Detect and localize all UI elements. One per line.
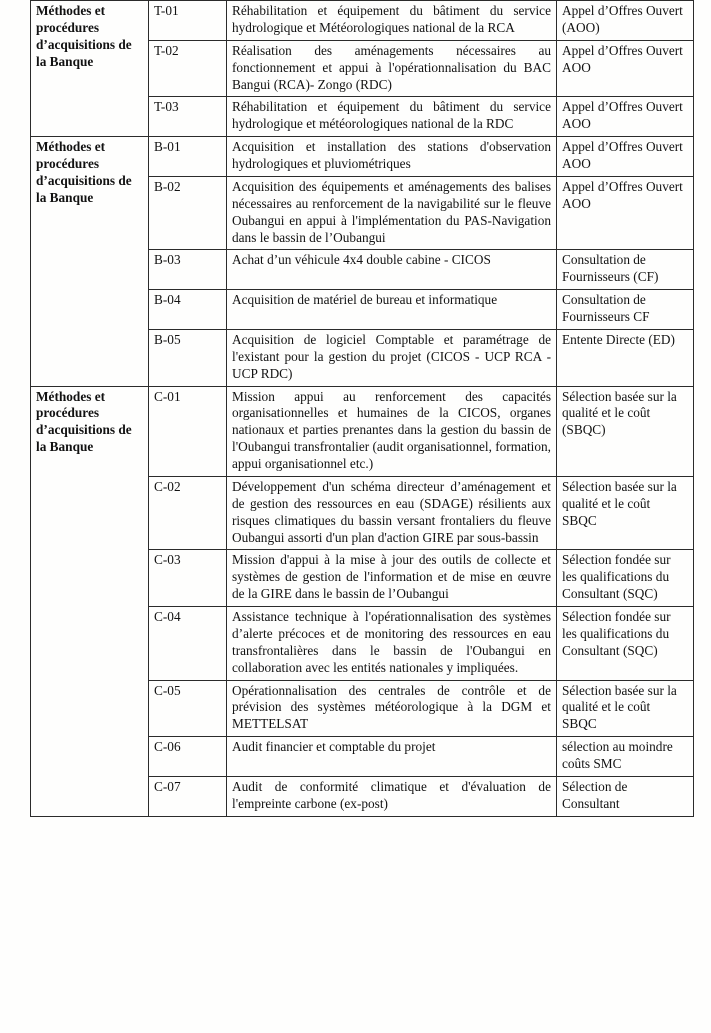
description-cell: Opérationnalisation des centrales de contrôle et de prévision des systèmes météorologique à la DGM et METTELSAT <box>227 680 557 737</box>
category-cell: Méthodes et procédures d’acquisitions de la Banque <box>31 137 149 386</box>
description-cell: Développement d'un schéma directeur d’aménagement et de gestion des ressources en eau (SDAGE) résilients aux risques climatiques du bassin versant frontaliers du fleuve Oubangui assorti d'un plan d'action GIRE par sous-bassin <box>227 476 557 550</box>
description-cell: Réhabilitation et équipement du bâtiment du service hydrologique et météorologiques national de la RDC <box>227 97 557 137</box>
mode-cell: Sélection fondée sur les qualifications du Consultant (SQC) <box>557 607 694 681</box>
category-cell: Méthodes et procédures d’acquisitions de la Banque <box>31 386 149 816</box>
table-body <box>31 1 694 817</box>
table-row <box>31 1 694 41</box>
description-cell: Mission d'appui à la mise à jour des outils de collecte et systèmes de gestion de l'information et de mise en œuvre de la GIRE dans le bassin de l’Oubangui <box>227 550 557 607</box>
description-cell: Assistance technique à l'opérationnalisation des systèmes d’alerte précoces et de monitoring des ressources en eau transfrontalières dans le bassin de l'Oubangui en collaboration avec les entités nationales y impliquées. <box>227 607 557 681</box>
mode-cell: Appel d’Offres Ouvert (AOO) <box>557 1 694 41</box>
mode-cell: Sélection de Consultant <box>557 776 694 816</box>
mode-cell: Appel d’Offres Ouvert AOO <box>557 40 694 97</box>
code-cell: C-02 <box>149 476 227 550</box>
procurement-table <box>30 0 694 817</box>
table-row <box>31 137 694 177</box>
code-cell: B-02 <box>149 176 227 250</box>
mode-cell: Sélection basée sur la qualité et le coût SBQC <box>557 680 694 737</box>
code-cell: T-01 <box>149 1 227 41</box>
description-cell: Audit financier et comptable du projet <box>227 737 557 777</box>
mode-cell: Appel d’Offres Ouvert AOO <box>557 137 694 177</box>
mode-cell: sélection au moindre coûts SMC <box>557 737 694 777</box>
description-cell: Réhabilitation et équipement du bâtiment du service hydrologique et Météorologiques national de la RCA <box>227 1 557 41</box>
mode-cell: Entente Directe (ED) <box>557 329 694 386</box>
code-cell: C-06 <box>149 737 227 777</box>
description-cell: Achat d’un véhicule 4x4 double cabine - CICOS <box>227 250 557 290</box>
description-cell: Acquisition des équipements et aménagements des balises nécessaires au renforcement de la navigabilité sur le fleuve Oubangui en appui à l'implémentation du PAS-Navigation dans le bassin de l’Oubangui <box>227 176 557 250</box>
description-cell: Acquisition de logiciel Comptable et paramétrage de l'existant pour la gestion du projet (CICOS - UCP RCA - UCP RDC) <box>227 329 557 386</box>
mode-cell: Sélection basée sur la qualité et le coût SBQC <box>557 476 694 550</box>
code-cell: C-04 <box>149 607 227 681</box>
code-cell: C-03 <box>149 550 227 607</box>
code-cell: T-02 <box>149 40 227 97</box>
code-cell: B-01 <box>149 137 227 177</box>
description-cell: Acquisition et installation des stations d'observation hydrologiques et pluviométriques <box>227 137 557 177</box>
code-cell: C-01 <box>149 386 227 476</box>
mode-cell: Appel d’Offres Ouvert AOO <box>557 176 694 250</box>
mode-cell: Consultation de Fournisseurs CF <box>557 290 694 330</box>
mode-cell: Sélection basée sur la qualité et le coût (SBQC) <box>557 386 694 476</box>
description-cell: Audit de conformité climatique et d'évaluation de l'empreinte carbone (ex-post) <box>227 776 557 816</box>
description-cell: Réalisation des aménagements nécessaires au fonctionnement et appui à l'opérationnalisation du BAC Bangui (RCA)- Zongo (RDC) <box>227 40 557 97</box>
code-cell: B-03 <box>149 250 227 290</box>
code-cell: B-04 <box>149 290 227 330</box>
code-cell: C-05 <box>149 680 227 737</box>
table-row <box>31 386 694 476</box>
description-cell: Mission appui au renforcement des capacités organisationnelles et humaines de la CICOS, organes nationaux et parties prenantes dans la gestion du bassin de l'Oubangui transfrontalier (audit organisationnel, formation, appui organisationnel etc.) <box>227 386 557 476</box>
mode-cell: Appel d’Offres Ouvert AOO <box>557 97 694 137</box>
mode-cell: Consultation de Fournisseurs (CF) <box>557 250 694 290</box>
code-cell: T-03 <box>149 97 227 137</box>
description-cell: Acquisition de matériel de bureau et informatique <box>227 290 557 330</box>
mode-cell: Sélection fondée sur les qualifications du Consultant (SQC) <box>557 550 694 607</box>
category-cell: Méthodes et procédures d’acquisitions de la Banque <box>31 1 149 137</box>
code-cell: B-05 <box>149 329 227 386</box>
code-cell: C-07 <box>149 776 227 816</box>
